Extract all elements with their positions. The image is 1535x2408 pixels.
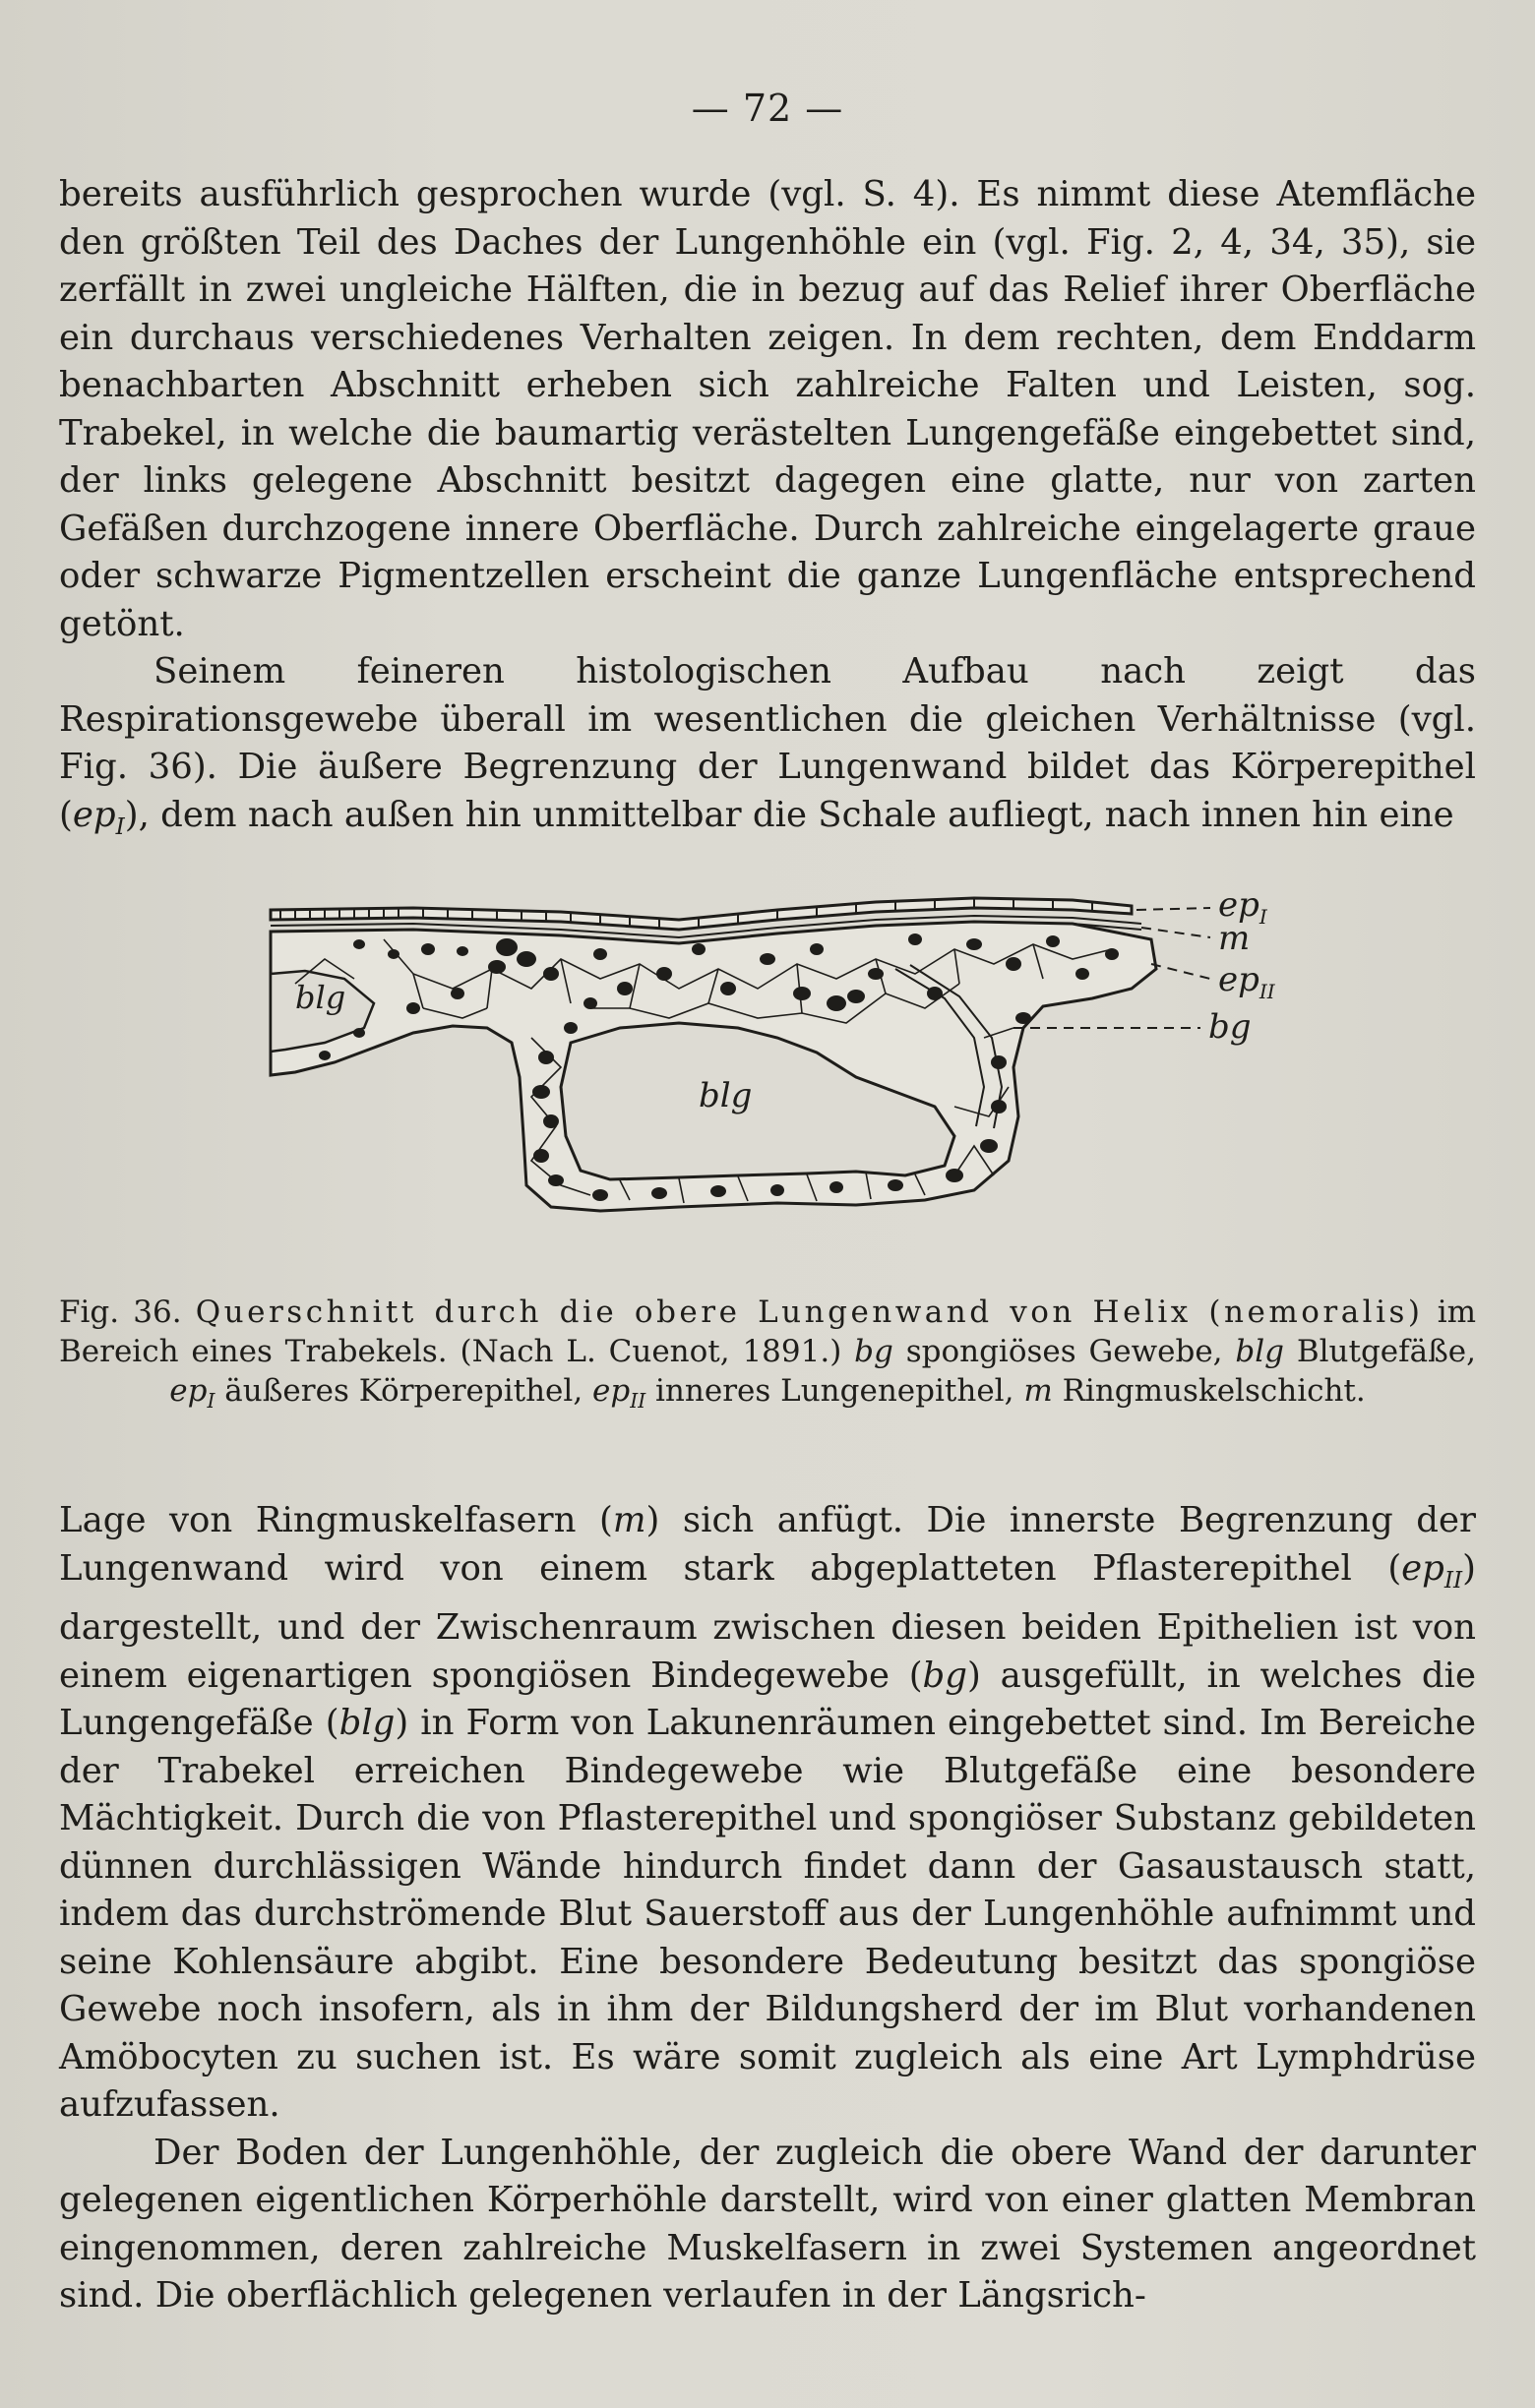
caption-blg-desc: Blutgefäße, — [1296, 1334, 1476, 1369]
caption-line2: im Bereich eines Trabekels. (Nach L. Cuenot, 1891.) — [59, 1294, 1476, 1369]
caption-fig-number: Fig. 36. — [59, 1294, 182, 1330]
page-number: — 72 — — [691, 87, 844, 130]
caption-term-bg: bg — [854, 1334, 893, 1369]
p3-term-blg: blg — [338, 1703, 396, 1744]
figure-36-illustration — [266, 880, 1309, 1284]
caption-ep1-base: ep — [169, 1373, 208, 1409]
paragraph-1: bereits ausführlich gesprochen wurde (vgl. S. 4). Es nimmt diese Atemfläche den größten Teil des Daches der Lungenhöhle ein (vgl. Fig. 2, 4, 34, 35), sie zerfällt in zwei ungleiche Hälften, die in bezug auf das Relief ihrer Oberfläche ein durchaus verschiedenes Verhalten zeigen. In dem rechten, dem Enddarm benachbarten Abschnitt erheben sich zahlreiche Falten und Leisten, sog. Trabekel, in welche die baumartig verästelten Lungengefäße eingebettet sind, der links gelegene Abschnitt besitzt dagegen eine glatte, nur von zarten Gefäßen durchzogene innere Oberfläche. Durch zahlreiche eingelagerte graue oder schwarze Pigmentzellen erscheint die ganze Lungenfläche entsprechend getönt. — [59, 174, 1476, 644]
p3-seg-3: ) dargestellt, und der Zwischenraum zwischen diesen beiden Epithelien ist von einem eigenartigen spongiösen Bindegewebe ( — [59, 1547, 1476, 1696]
paragraph-3 — [59, 1497, 1476, 2130]
term-ep1 — [72, 794, 125, 840]
caption-ep2-base: ep — [592, 1373, 631, 1409]
spongy-tissue — [271, 922, 1156, 1211]
p3-term-m: m — [612, 1500, 646, 1540]
text-block-bottom — [59, 1497, 1476, 2320]
p3-seg-5: ) in Form von Lakunenräumen eingebettet sind. Im Bereiche der Trabekel erreichen Bindegewebe wie Blutgefäße eine besondere Mächtigkeit. Durch die von Pflasterepithel und spongiöser Substanz gebildeten dünnen durchlässigen Wände hindurch findet dann der Gasaustausch statt, indem das durchströmende Blut Sauerstoff aus der Lungenhöhle aufnimmt und seine Kohlensäure abgibt. Eine besondere Bedeutung besitzt das spongiöse Gewebe noch insofern, als in ihm der Bildungsherd der im Blut vorhandenen Amöbocyten zu suchen ist. Es wäre somit zugleich als eine Art Lymphdrüse aufzufassen. — [59, 1703, 1476, 2126]
paragraph-4: Der Boden der Lungenhöhle, der zugleich die obere Wand der darunter gelegenen eigentlichen Körperhöhle darstellt, wird von einer glatten Membran eingenommen, deren zahlreiche Muskelfasern in zwei Systemen angeordnet sind. Die oberflächlich gelegenen verlaufen in der Längsrich- — [59, 2132, 1476, 2317]
caption-ep2-sub: II — [630, 1389, 646, 1414]
p3-term-ep2 — [1401, 1547, 1463, 1594]
caption-ep1-desc: äußeres Körperepithel, — [224, 1373, 583, 1409]
caption-term-ep2 — [592, 1373, 646, 1414]
label-blg-center: blg — [699, 1076, 753, 1115]
p3-seg-2: ) sich anfügt. Die innerste Begrenzung der Lungenwand wird von einem stark abgeplatteten Pflasterepithel ( — [59, 1500, 1476, 1589]
p3-ep2-base: ep — [1401, 1547, 1444, 1589]
paragraph-2-text-end: ), dem nach außen hin unmittelbar die Schale aufliegt, nach innen hin eine — [124, 794, 1454, 835]
p3-term-bg: bg — [922, 1655, 967, 1696]
p3-ep2-sub: II — [1443, 1567, 1463, 1594]
caption-term-blg: blg — [1235, 1334, 1284, 1369]
caption-m-desc: Ringmuskelschicht. — [1062, 1373, 1366, 1409]
label-blg-left: blg — [295, 979, 346, 1016]
paragraph-2-text: Seinem feineren histologischen Aufbau nach zeigt das Respirationsgewebe überall im wesentlichen die gleichen Verhältnisse (vgl. Fig. 36). Die äußere Begrenzung der Lungenwand bildet das Körperepithel ( — [59, 651, 1476, 835]
caption-ep1-sub: I — [207, 1389, 215, 1414]
figure-caption — [59, 1293, 1476, 1420]
paragraph-2 — [59, 648, 1476, 851]
caption-title: Querschnitt durch die obere Lungenwand von Helix (nemoralis) — [195, 1294, 1424, 1330]
term-ep1-base: ep — [72, 794, 116, 835]
p3-seg-1: Lage von Ringmuskelfasern ( — [59, 1500, 613, 1540]
label-m: m — [1218, 919, 1251, 958]
term-ep1-sub: I — [115, 813, 125, 840]
lung-wall-cross-section — [266, 880, 1309, 1284]
caption-bg-desc: spongiöses Gewebe, — [905, 1334, 1223, 1369]
label-ep1: $ep_I$ — [1218, 885, 1267, 929]
text-block-top — [59, 171, 1476, 851]
label-ep2: $ep_{II}$ — [1218, 960, 1275, 1003]
caption-ep2-desc: inneres Lungenepithel, — [655, 1373, 1014, 1409]
caption-term-ep1 — [169, 1373, 215, 1414]
label-bg: bg — [1208, 1007, 1252, 1047]
p3-seg-4: ) ausgefüllt, in welches die Lungengefäße ( — [59, 1655, 1476, 1744]
caption-term-m: m — [1023, 1373, 1053, 1409]
